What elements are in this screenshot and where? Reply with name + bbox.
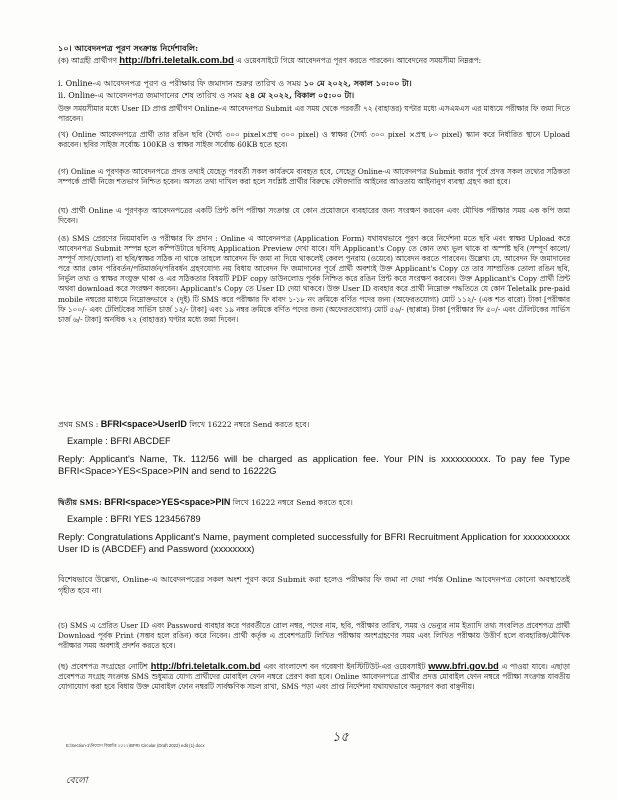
paragraph-chha: (ছ) প্রবেশপত্র সংগ্রহের নোটিশ http://bfri.teletalk.com.bd এবং বাংলাদেশ বন গবেষণা ইনস্টিটিউট-এর ওয়েবসাইট www.bfri.gov.bd এ পাওয়া যাবে। এছাড়া প্রবেশপত্র সংগ্রহ সংক্রান্ত SMS শুধুমাত্র যোগ্য প্রার্থীদের মোবাইল ফোন নম্বরে প্রেরণ করা হবে। Online আবেদনপত্রে প্রার্থীর প্রদত্ত মোবাইল ফোন নম্বরে পরীক্ষা সংক্রান্ত যাবতীয় যোগাযোগ করা হবে বিধায় উক্ত মোবাইল ফোন নম্বরটি সার্বক্ষণিক সচল রাখা, SMS পড়া এবং প্রাপ্ত নির্দেশনা যথাযথভাবে অনুসরণ করা বাঞ্ছনীয়। bbox=[58, 661, 571, 692]
teletalk-link[interactable]: http://bfri.teletalk.com.bd bbox=[119, 55, 234, 66]
section-number: ১০। bbox=[58, 43, 72, 53]
page-number: ১৫ bbox=[332, 730, 349, 745]
footer-file-path: E:\Section-1\নিয়োগ বিজ্ঞপ্তি ২০২২\BFRI Circular (Draft 2022) edit (1).docx bbox=[66, 743, 205, 748]
paragraph-ka: (ক) আগ্রহী প্রার্থীগণ http://bfri.teletalk.com.bd এ ওয়েবসাইটে গিয়ে আবেদনপত্র পূরণ করতে পারবেন। আবেদনের সময়সীমা নিম্নরূপ: bbox=[58, 55, 482, 66]
bfri-website-link[interactable]: www.bfri.gov.bd bbox=[428, 661, 499, 671]
first-sms-instruction: প্রথম SMS : BFRI<space>UserID লিখে 16222 নম্বরে Send করতে হবে। bbox=[58, 419, 310, 429]
example-1: Example : BFRI ABCDEF bbox=[67, 436, 171, 446]
paragraph-nga: (ঙ) SMS প্রেরণের নিয়মাবলি ও পরীক্ষার ফি প্রদান : Online এ আবেদনপত্র (Application Form) যথাযথভাবে পূরণ করে নির্দেশনা মতে ছবি এবং স্বাক্ষর Upload করে আবেদনপত্র Submit সম্পন্ন হলে কম্পিউটারে ছবিসহ Application Preview দেখা যাবে। যদি Applicant's Copy তে কোন তথ্য ভুল থাকে বা অস্পষ্ট ছবি (সম্পূর্ণ কালো/সম্পূর্ণ সাদা/ঘোলা) বা ছবি/স্বাক্ষর সঠিক না থাকে তাহলে আবেদন ফি জমা না দিয়ে থাকলেই কেবল পুনরায় (ওয়েবে) আবেদন করতে পারবেন। উল্লেখ্য যে, আবেদন ফি জমাদানের পরে আর কোন পরিবর্তন/পরিমার্জন/পরিবর্ধন গ্রহণযোগ্য নয় বিধায় আবেদন ফি জমাদানের পূর্বে প্রার্থী অবশ্যই উক্ত Applicant's Copy তে তার সাম্প্রতিক তোলা রঙিন ছবি, নির্ভুল তথ্য ও স্বাক্ষর সংযুক্ত থাকা ও এর সঠিকতার বিষয়টি PDF copy ডাউনলোড পূর্বক নিশ্চিত করে রঙিন প্রিন্ট করে সংরক্ষণ করবেন। উক্ত Applicant's Copy প্রার্থী প্রিন্ট অথবা download করে সংরক্ষণ করবেন। Applicant's Copy তে User ID দেয়া থাকবে। উক্ত User ID ব্যবহার করে প্রার্থী নিম্নোক্ত পদ্ধতিতে যে কোন Teletalk pre-paid mobile নম্বরের মাধ্যমে নিম্নোক্তভাবে ২ (দুই) টি SMS করে পরীক্ষার ফি বাবদ ১-১৮ নং ক্রমিকে বর্ণিত পদের জন্য (অফেরতযোগ্য) মোট ১১২/- (এক শত বারো) টাকা [পরীক্ষার ফি ১০০/- এবং টেলিটকের সার্ভিস চার্জ ১২/- টাকা] এবং ১৯ নম্বর ক্রমিকে বর্ণিত পদের জন্য (অফেরতযোগ্য) মোট ৫৬/- (ছাপ্পান্ন) টাকা [পরীক্ষার ফি ৫০/- এবং টেলিটকের সার্ভিস চার্জ ৬/- টাকা] অনধিক ৭২ (বাহাত্তর) ঘণ্টার মধ্যে জমা দিবেন। bbox=[58, 234, 571, 324]
paragraph-gha: (ঘ) প্রার্থী Online এ পূরণকৃত আবেদনপত্রের একটি প্রিন্ট কপি পরীক্ষা সংক্রান্ত যে কোন প্রয়োজনে ব্যবহারের জন্য সংরক্ষণ করবেন এবং মৌখিক পরীক্ষার সময় এক কপি জমা দিবেন। bbox=[58, 206, 570, 226]
reply-1: Reply: Applicant's Name, Tk. 112/56 will be charged as application fee. Your PIN is xxxxxxxxxx. To pay fee Type BFRI<Space>YES<Space>PIN and send to 16222G bbox=[58, 453, 570, 476]
special-note: বিশেষভাবে উল্লেখ্য, Online-এ আবেদনপত্রের সকল অংশ পূরণ করে Submit করা হলেও পরীক্ষার ফি জমা না দেয়া পর্যন্ত Online আবেদনপত্র কোনো অবস্থাতেই গৃহীত হবে না। bbox=[58, 575, 570, 595]
example-2: Example : BFRI YES 123456789 bbox=[67, 514, 201, 524]
sms-command-1: BFRI<space>UserID bbox=[100, 419, 187, 429]
teletalk-link-2[interactable]: http://bfri.teletalk.com.bd bbox=[150, 661, 261, 671]
sms-command-2: BFRI<space>YES<space>PIN bbox=[104, 497, 231, 507]
paragraph-cha: (চ) SMS এ প্রেরিত User ID এবং Password ব্যবহার করে পরবর্তীতে রোল নম্বর, পদের নাম, ছবি, পরীক্ষার তারিখ, সময় ও ভেন্যুর নাম ইত্যাদি তথ্য সংবলিত প্রবেশপত্র প্রার্থী Download পূর্বক Print (সম্ভব হলে রঙিন) করে নিবেন। প্রার্থী কর্তৃক এ প্রবেশপত্রটি লিখিত পরীক্ষায় অংশগ্রহণের সময় এবং লিখিত পরীক্ষায় উত্তীর্ণ হলে ব্যবহারিক/মৌখিক পরীক্ষার সময় অবশ্যই প্রদর্শন করতে হবে। bbox=[58, 621, 570, 651]
second-sms-instruction: দ্বিতীয় SMS: BFRI<space>YES<space>PIN লিখে 16222 নম্বরে Send করতে হবে। bbox=[58, 497, 353, 507]
section-title: আবেদনপত্র পূরণ সংক্রান্ত নির্দেশাবলি: bbox=[74, 43, 199, 53]
schedule-note: উক্ত সময়সীমার মধ্যে User ID প্রাপ্ত প্রার্থীগণ Online-এ আবেদনপত্র Submit এর সময় থেকে পরবর্তী ৭২ (বাহাত্তর) ঘণ্টার মধ্যে এসএমএস এর মাধ্যমে পরীক্ষার ফি জমা দিতে পারবেন। bbox=[58, 104, 570, 124]
reply-2: Reply: Congratulations Applicant's Name, payment completed successfully for BFRI Recruitment Application for xxxxxxxxxx User ID is (ABCDEF) and Password (xxxxxxxx) bbox=[58, 531, 570, 554]
paragraph-kha: (খ) Online আবেদনপত্রে প্রার্থী তার রঙিন ছবি (দৈর্ঘ্য ৩০০ pixel×প্রস্থ ৩০০ pixel) ও স্বাক্ষর (দৈর্ঘ্য ৩০০ pixel ×প্রস্থ ৮০ pixel) স্ক্যান করে নির্ধারিত স্থানে Upload করবেন। ছবির সাইজ সর্বোচ্চ 100KB ও স্বাক্ষর সাইজ সর্বোচ্চ 60KB হতে হবে। bbox=[58, 130, 570, 150]
schedule-line-2: ii. Online-এ আবেদনপত্র জমাদানের শেষ তারিখ ও সময় ২৪ মে ২০২২, বিকাল ০৫:০০ টা। bbox=[58, 90, 355, 100]
paragraph-ga: (গ) Online এ পূরণকৃত আবেদনপত্রে প্রদত্ত তথ্যই যেহেতু পরবর্তী সকল কার্যক্রমে ব্যবহৃত হবে, সেহেতু Online-এ আবেদনপত্র Submit করার পূর্বে প্রদত্ত সকল তথ্যের সঠিকতা সম্পর্কে প্রার্থী নিজে শতভাগ নিশ্চিত হবেন। অসত্য তথ্য দাখিল করা হলে সংশ্লিষ্ট প্রার্থীর বিরুদ্ধে ফৌজদারি আইনের আওতায় আইনানুগ ব্যবস্থা গ্রহণ করা হবে। bbox=[58, 167, 570, 187]
schedule-line-1: i. Online-এ আবেদনপত্র পূরণ ও পরীক্ষার ফি জমাদান শুরুর তারিখ ও সময় ১০ মে ২০২২, সকাল ১০:০০ টা। bbox=[58, 78, 412, 88]
bottom-mark: বেলো bbox=[66, 776, 88, 786]
